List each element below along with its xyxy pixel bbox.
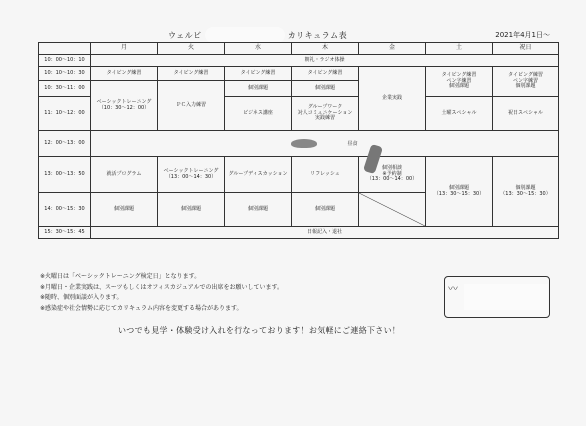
- corner-cell: [39, 43, 91, 55]
- class-cell: 企業実践: [359, 67, 426, 131]
- day-header: 月: [91, 43, 158, 55]
- day-header: 木: [292, 43, 359, 55]
- class-cell: タイピング練習 ペン字練習 個別課題: [493, 67, 559, 97]
- class-cell: ベーシックトレーニング （13：00～14：30）: [158, 157, 225, 193]
- time-slot: 12：00～13：00: [39, 131, 91, 157]
- page-title: ウェルビ カリキュラム表: [168, 31, 348, 40]
- note-item: ※感染症や社会情勢に応じてカリキュラム内容を変更する場合があります。: [40, 304, 243, 312]
- time-slot: 10：00～10：10: [39, 55, 91, 67]
- class-cell: タイピング練習: [158, 67, 225, 81]
- footer-message: いつでも見学・体験受け入れを行なっております！お気軽にご連絡下さい！: [118, 326, 401, 335]
- time-slot: 15：30～15：45: [39, 227, 91, 239]
- class-cell: 個別相談 ※予約制 （13：00～14：00）: [359, 157, 426, 193]
- class-cell: グループディスカッション: [225, 157, 292, 193]
- class-cell: ベーシックトレーニング （10：30～12：00）: [91, 81, 158, 131]
- class-cell: 個別課題: [225, 193, 292, 227]
- note-item: ※月曜日・企業実践は、スーツもしくはオフィスカジュアルでの出席をお願いしています。: [40, 283, 283, 291]
- day-header: 金: [359, 43, 426, 55]
- time-slot: 10：30～11：00: [39, 81, 91, 97]
- class-cell: ＰＣ入力練習: [158, 81, 225, 131]
- time-slot: 14：00～15：30: [39, 193, 91, 227]
- morning-assembly: 朝礼・ラジオ体操: [91, 55, 559, 67]
- class-cell: 個別課題: [158, 193, 225, 227]
- class-cell: 就活プログラム: [91, 157, 158, 193]
- note-item: ※火曜日は「ベーシックトレーニング検定日」となります。: [40, 273, 201, 280]
- redaction-mask: [205, 27, 285, 43]
- class-cell: リフレッシュ: [292, 157, 359, 193]
- lunch-cell: 昼食: [91, 131, 559, 157]
- class-cell: タイピング練習: [225, 67, 292, 81]
- closing-cell: 日報記入・退社: [91, 227, 559, 239]
- class-cell: 土曜スペシャル: [426, 97, 493, 131]
- class-cell: 個別課題: [91, 193, 158, 227]
- day-header: 水: [225, 43, 292, 55]
- rice-bowl-illustration: [291, 139, 317, 148]
- day-header: 火: [158, 43, 225, 55]
- class-cell: 個別課題: [292, 193, 359, 227]
- class-cell: タイピング練習 ペン字練習 個別課題: [426, 67, 493, 97]
- logo-swirl-icon: 〰: [448, 284, 458, 295]
- class-cell: タイピング練習: [91, 67, 158, 81]
- empty-slot: [359, 193, 426, 227]
- notes-list: [40, 272, 283, 314]
- day-header: 祝日: [493, 43, 559, 55]
- class-cell: 個別課題: [225, 81, 292, 97]
- class-cell: グループワーク 対人コミュニケーション 実践練習: [292, 97, 359, 131]
- class-cell: ビジネス講座: [225, 97, 292, 131]
- note-item: ※随時、個別面談が入ります。: [40, 294, 123, 301]
- redaction-mask: [464, 284, 548, 310]
- day-header: 土: [426, 43, 493, 55]
- effective-date: 2021年4月1日～: [495, 31, 550, 39]
- class-cell: タイピング練習: [292, 67, 359, 81]
- time-slot: 13：00～13：50: [39, 157, 91, 193]
- schedule-table: [38, 42, 559, 239]
- time-slot: 10：10～10：30: [39, 67, 91, 81]
- class-cell: 個別課題: [292, 81, 359, 97]
- class-cell: 祝日スペシャル: [493, 97, 559, 131]
- class-cell: 個別課題 （13：30～15：30）: [493, 157, 559, 227]
- class-cell: 個別課題 （13：30～15：30）: [426, 157, 493, 227]
- time-slot: 11：10～12：00: [39, 97, 91, 131]
